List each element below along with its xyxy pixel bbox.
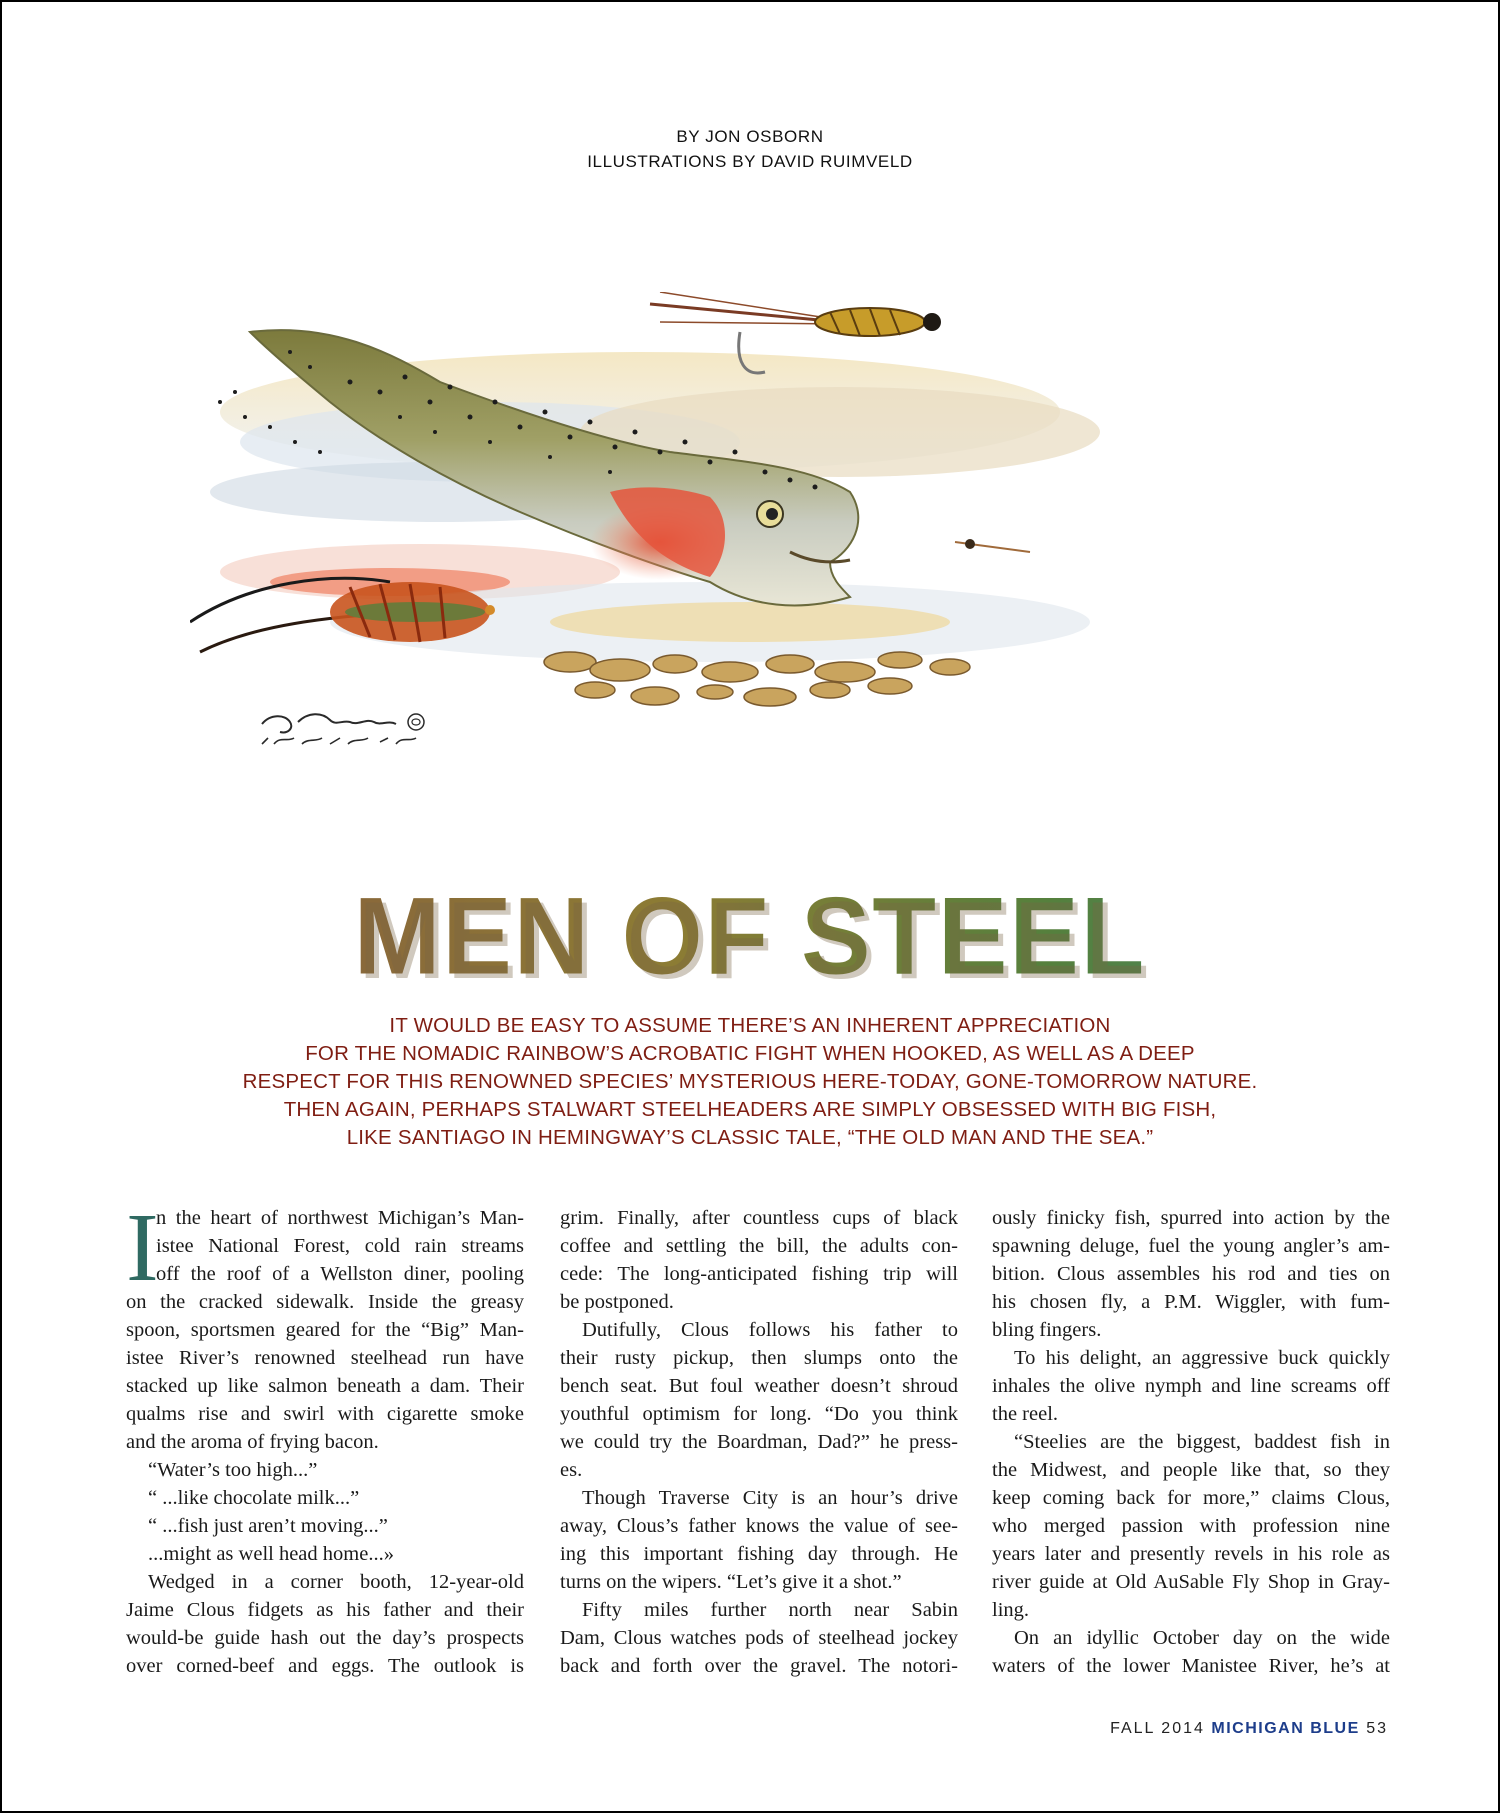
body-line: would-be guide hash out the day’s prospects bbox=[126, 1627, 524, 1649]
body-line: spoon, sportsmen geared for the “Big” Man- bbox=[126, 1319, 524, 1341]
body-line: n the heart of northwest Michigan’s Man- bbox=[156, 1207, 524, 1229]
body-line: over corned-beef and eggs. The outlook is bbox=[126, 1655, 524, 1677]
body-line: away, Clous’s father knows the value of see- bbox=[560, 1515, 958, 1537]
body-line: stacked up like salmon beneath a dam. Their bbox=[126, 1375, 524, 1397]
body-line: on the cracked sidewalk. Inside the greasy bbox=[126, 1291, 524, 1313]
drop-cap: I bbox=[126, 1194, 159, 1302]
body-line: and the aroma of frying bacon. bbox=[126, 1431, 379, 1453]
small-fly-right bbox=[955, 539, 1030, 552]
body-column-2 bbox=[560, 1204, 958, 1680]
body-line: On an idyllic October day on the wide bbox=[1014, 1627, 1390, 1649]
body-line: bition. Clous assembles his rod and ties on bbox=[992, 1263, 1390, 1285]
folio-magazine-name: MICHIGAN BLUE bbox=[1211, 1720, 1360, 1737]
body-line: Dutifully, Clous follows his father to bbox=[582, 1319, 958, 1341]
body-line: their rusty pickup, then slumps onto the bbox=[560, 1347, 958, 1369]
byline-author: BY JON OSBORN bbox=[676, 127, 824, 146]
body-line: “Steelies are the biggest, baddest fish in bbox=[1014, 1431, 1390, 1453]
body-line: youthful optimism for long. “Do you think bbox=[560, 1403, 958, 1425]
body-line: Wedged in a corner booth, 12-year-old bbox=[148, 1571, 524, 1593]
deck-line: IT WOULD BE EASY TO ASSUME THERE’S AN INHERENT APPRECIATION bbox=[389, 1014, 1111, 1037]
artist-signature bbox=[262, 714, 424, 744]
article-title: MEN OF STEEL bbox=[2, 879, 1498, 995]
body-line: ously finicky fish, spurred into action by the bbox=[992, 1207, 1390, 1229]
body-line: we could try the Boardman, Dad?” he press- bbox=[560, 1431, 958, 1453]
body-line: istee River’s renowned steelhead run have bbox=[126, 1347, 524, 1369]
page-folio bbox=[1110, 1720, 1388, 1738]
body-column-1 bbox=[126, 1194, 524, 1680]
deck-line: THEN AGAIN, PERHAPS STALWART STEELHEADERS ARE SIMPLY OBSESSED WITH BIG FISH, bbox=[283, 1098, 1217, 1121]
body-line: inhales the olive nymph and line screams off bbox=[992, 1375, 1390, 1397]
folio-page-number: 53 bbox=[1366, 1720, 1388, 1737]
body-line: spawning deluge, fuel the young angler’s am- bbox=[992, 1235, 1390, 1257]
body-line: Jaime Clous fidgets as his father and their bbox=[126, 1599, 524, 1621]
body-line: qualms rise and swirl with cigarette smoke bbox=[126, 1403, 524, 1425]
body-line: To his delight, an aggressive buck quickly bbox=[1014, 1347, 1390, 1369]
body-line: “ ...like chocolate milk...” bbox=[148, 1487, 360, 1509]
body-line: keep coming back for more,” claims Clous, bbox=[992, 1487, 1390, 1509]
body-line: ...might as well head home...» bbox=[148, 1543, 394, 1565]
body-line: waters of the lower Manistee River, he’s at bbox=[992, 1655, 1390, 1677]
body-line: the Midwest, and people like that, so they bbox=[992, 1459, 1390, 1481]
body-line: ing this important fishing day through. He bbox=[560, 1543, 958, 1565]
body-line: ling. bbox=[992, 1599, 1030, 1621]
body-line: bling fingers. bbox=[992, 1319, 1102, 1341]
article-deck bbox=[152, 1012, 1348, 1152]
body-line: years later and presently revels in his role as bbox=[992, 1543, 1390, 1565]
body-line: “Water’s too high...” bbox=[148, 1459, 318, 1481]
deck-line: FOR THE NOMADIC RAINBOW’S ACROBATIC FIGHT WHEN HOOKED, AS WELL AS A DEEP bbox=[305, 1042, 1195, 1065]
body-line: coffee and settling the bill, the adults con- bbox=[560, 1235, 958, 1257]
body-line: be postponed. bbox=[560, 1291, 674, 1313]
body-line: cede: The long-anticipated fishing trip will bbox=[560, 1263, 958, 1285]
body-line: istee National Forest, cold rain streams bbox=[156, 1235, 524, 1257]
deck-line: RESPECT FOR THIS RENOWNED SPECIES’ MYSTERIOUS HERE-TODAY, GONE-TOMORROW NATURE. bbox=[242, 1070, 1258, 1093]
body-line: his chosen fly, a P.M. Wiggler, with fum- bbox=[992, 1291, 1390, 1313]
body-line: es. bbox=[560, 1459, 583, 1481]
body-line: Dam, Clous watches pods of steelhead jockey bbox=[560, 1627, 958, 1649]
body-line: Though Traverse City is an hour’s drive bbox=[582, 1487, 958, 1509]
byline-illustrator: ILLUSTRATIONS BY DAVID RUIMVELD bbox=[587, 152, 913, 171]
body-line: back and forth over the gravel. The notori- bbox=[560, 1655, 958, 1677]
folio-issue: FALL 2014 bbox=[1110, 1720, 1205, 1737]
body-line: who merged passion with profession nine bbox=[992, 1515, 1390, 1537]
body-line: grim. Finally, after countless cups of black bbox=[560, 1207, 958, 1229]
body-line: “ ...fish just aren’t moving...” bbox=[148, 1515, 388, 1537]
steelhead-illustration bbox=[190, 292, 1150, 842]
body-line: turns on the wipers. “Let’s give it a shot.” bbox=[560, 1571, 902, 1593]
body-column-3 bbox=[992, 1204, 1390, 1680]
byline bbox=[2, 124, 1498, 174]
deck-line: LIKE SANTIAGO IN HEMINGWAY’S CLASSIC TALE, “THE OLD MAN AND THE SEA.” bbox=[346, 1126, 1154, 1149]
body-line: river guide at Old AuSable Fly Shop in Gray- bbox=[992, 1571, 1390, 1593]
body-line: Fifty miles further north near Sabin bbox=[582, 1599, 958, 1621]
body-line: the reel. bbox=[992, 1403, 1059, 1425]
body-line: bench seat. But foul weather doesn’t shroud bbox=[560, 1375, 958, 1397]
body-line: off the roof of a Wellston diner, pooling bbox=[156, 1263, 524, 1285]
